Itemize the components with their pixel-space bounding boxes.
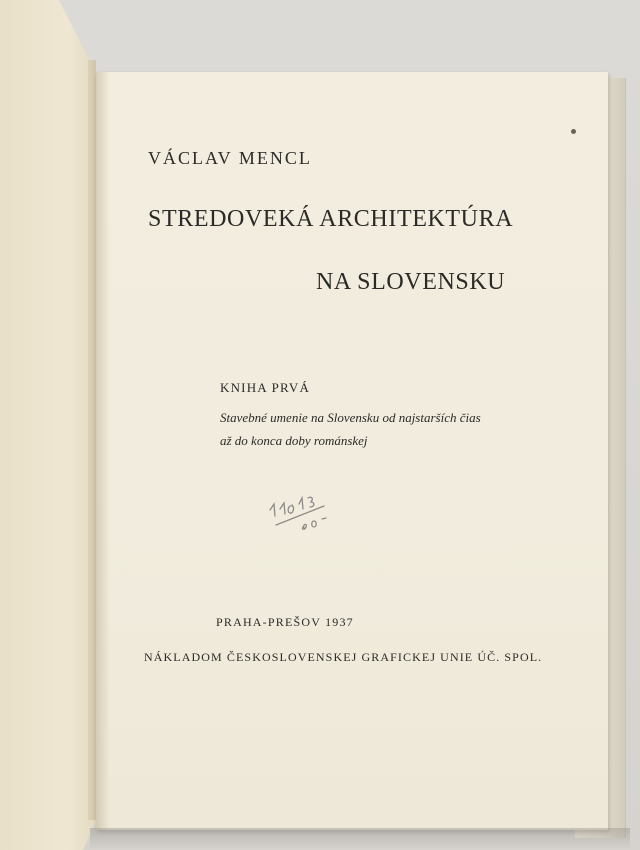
title-page — [96, 72, 608, 830]
left-page-edge — [88, 60, 96, 820]
book-title-line-2: NA SLOVENSKU — [316, 269, 506, 295]
publisher-line: NÁKLADOM ČESKOSLOVENSKEJ GRAFICKEJ UNIE ÚČ. SPOL. — [144, 650, 543, 664]
subtitle-line-2: až do konca doby románskej — [220, 433, 368, 448]
subtitle-line-1: Stavebné umenie na Slovensku od najstarších čias — [220, 410, 481, 425]
table-shadow — [90, 828, 630, 850]
place-and-year: PRAHA-PREŠOV 1937 — [216, 615, 354, 629]
author-name: VÁCLAV MENCL — [148, 148, 312, 168]
volume-label: KNIHA PRVÁ — [220, 380, 311, 395]
left-page — [0, 0, 98, 850]
handwritten-pencil-note — [264, 476, 344, 536]
page-crease — [96, 72, 110, 830]
paper-speck — [571, 129, 576, 134]
book-title-line-1: STREDOVEKÁ ARCHITEKTÚRA — [148, 206, 514, 232]
